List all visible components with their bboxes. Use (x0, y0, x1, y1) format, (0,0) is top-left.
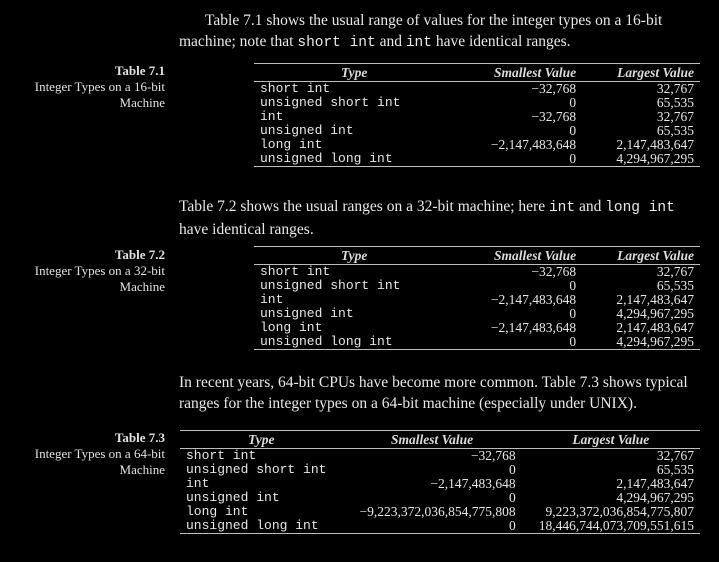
paragraph-intro-64bit: In recent years, 64-bit CPUs have become more common. Table 7.3 shows typical ranges for the integer types on a 64-bit machine (especially under UNIX). (179, 374, 688, 412)
header-type: Type (254, 64, 454, 82)
table-row (254, 307, 700, 321)
cell-largest: 2,147,483,647 (616, 320, 694, 335)
para1-code-int: int (405, 35, 432, 51)
cell-smallest: 0 (569, 95, 577, 110)
table-row (254, 293, 700, 307)
para1-text-after: have identical ranges. (431, 33, 571, 50)
header-smallest-value: Smallest Value (454, 247, 582, 265)
para2-code-long-int: long int (605, 200, 675, 216)
header-largest-value: Largest Value (582, 64, 700, 82)
para2-text-before: Table 7.2 shows the usual ranges on a 32-bit machine; here (179, 198, 549, 215)
table-7-2-caption (20, 247, 165, 295)
table-7-3 (180, 430, 700, 534)
cell-type: unsigned short int (186, 462, 327, 477)
table-7-3-caption-text: Integer Types on a 64-bit Machine (34, 446, 165, 477)
cell-largest: 32,767 (656, 81, 694, 96)
cell-largest: 4,294,967,295 (616, 151, 694, 166)
para2-text-mid: and (575, 198, 606, 215)
table-row (180, 505, 700, 519)
cell-largest: 65,535 (656, 95, 694, 110)
table-7-2 (254, 246, 700, 350)
cell-largest: 9,223,372,036,854,775,807 (545, 504, 694, 519)
cell-type: int (260, 109, 284, 124)
cell-smallest: −2,147,483,648 (430, 476, 516, 491)
cell-type: int (186, 476, 210, 491)
cell-type: unsigned short int (260, 95, 401, 110)
paragraph-intro-16bit (179, 10, 699, 54)
header-smallest-value: Smallest Value (342, 431, 521, 449)
cell-type: short int (260, 81, 331, 96)
cell-largest: 4,294,967,295 (616, 334, 694, 349)
cell-largest: 32,767 (656, 264, 694, 279)
cell-type: unsigned long int (186, 518, 319, 533)
header-largest-value: Largest Value (522, 431, 700, 449)
cell-smallest: −2,147,483,648 (490, 292, 577, 307)
table-7-3-caption (20, 430, 165, 478)
cell-smallest: 0 (569, 334, 577, 349)
cell-largest: 4,294,967,295 (616, 490, 694, 505)
para1-text-mid: and (375, 33, 406, 50)
header-type: Type (254, 247, 454, 265)
cell-largest: 2,147,483,647 (616, 476, 694, 491)
table-7-2-caption-number: Table 7.2 (114, 247, 165, 262)
cell-smallest: −32,768 (470, 448, 516, 463)
cell-largest: 65,535 (656, 278, 694, 293)
table-7-3-caption-number: Table 7.3 (114, 430, 165, 445)
table-row (254, 152, 700, 167)
para2-code-int: int (548, 200, 576, 216)
cell-smallest: 0 (508, 518, 516, 533)
cell-largest: 2,147,483,647 (616, 137, 694, 152)
cell-type: unsigned long int (260, 334, 393, 349)
table-row (254, 265, 700, 280)
header-smallest-value: Smallest Value (454, 64, 582, 82)
cell-smallest: 0 (569, 278, 577, 293)
cell-type: short int (260, 264, 331, 279)
cell-type: unsigned long int (260, 151, 393, 166)
table-row (180, 463, 700, 477)
cell-type: unsigned int (260, 123, 354, 138)
cell-smallest: 0 (569, 123, 577, 138)
cell-type: unsigned short int (260, 278, 401, 293)
table-7-1-caption-text: Integer Types on a 16-bit Machine (34, 79, 165, 110)
cell-smallest: 0 (569, 306, 577, 321)
cell-type: unsigned int (260, 306, 354, 321)
cell-type: unsigned int (186, 490, 280, 505)
table-row (180, 477, 700, 491)
table-7-2-caption-text: Integer Types on a 32-bit Machine (34, 263, 165, 294)
table-row (254, 335, 700, 350)
table-row (180, 449, 700, 464)
cell-smallest: −9,223,372,036,854,775,808 (359, 504, 516, 519)
cell-type: long int (186, 504, 249, 519)
paragraph-intro-32bit (179, 196, 699, 240)
para2-text-after: have identical ranges. (179, 221, 314, 238)
table-row (254, 82, 700, 97)
table-row (254, 279, 700, 293)
cell-smallest: −2,147,483,648 (490, 320, 577, 335)
cell-type: long int (260, 320, 323, 335)
cell-largest: 32,767 (656, 109, 694, 124)
table-header-row (180, 431, 700, 449)
cell-smallest: −32,768 (531, 264, 577, 279)
cell-largest: 4,294,967,295 (616, 306, 694, 321)
cell-largest: 2,147,483,647 (616, 292, 694, 307)
table-7-1 (254, 63, 700, 167)
cell-smallest: 0 (569, 151, 577, 166)
table-row (180, 491, 700, 505)
para1-text-before: Table 7.1 shows the usual range of values for the integer types on a 16-bit machine; note that (179, 12, 663, 50)
header-largest-value: Largest Value (582, 247, 700, 265)
cell-smallest: −2,147,483,648 (490, 137, 577, 152)
table-row (254, 124, 700, 138)
table-row (254, 321, 700, 335)
cell-smallest: 0 (508, 490, 516, 505)
cell-type: long int (260, 137, 323, 152)
cell-smallest: −32,768 (531, 81, 577, 96)
para1-code-short-int: short int (297, 35, 376, 51)
cell-largest: 65,535 (656, 462, 694, 477)
cell-largest: 18,446,744,073,709,551,615 (538, 518, 694, 533)
header-type: Type (180, 431, 342, 449)
cell-largest: 65,535 (656, 123, 694, 138)
table-row (180, 519, 700, 534)
cell-largest: 32,767 (656, 448, 694, 463)
table-header-row (254, 64, 700, 82)
table-row (254, 110, 700, 124)
table-7-1-caption (20, 63, 165, 111)
cell-type: short int (186, 448, 257, 463)
table-row (254, 96, 700, 110)
table-row (254, 138, 700, 152)
table-header-row (254, 247, 700, 265)
cell-type: int (260, 292, 284, 307)
cell-smallest: 0 (508, 462, 516, 477)
table-7-1-caption-number: Table 7.1 (114, 63, 165, 78)
cell-smallest: −32,768 (531, 109, 577, 124)
